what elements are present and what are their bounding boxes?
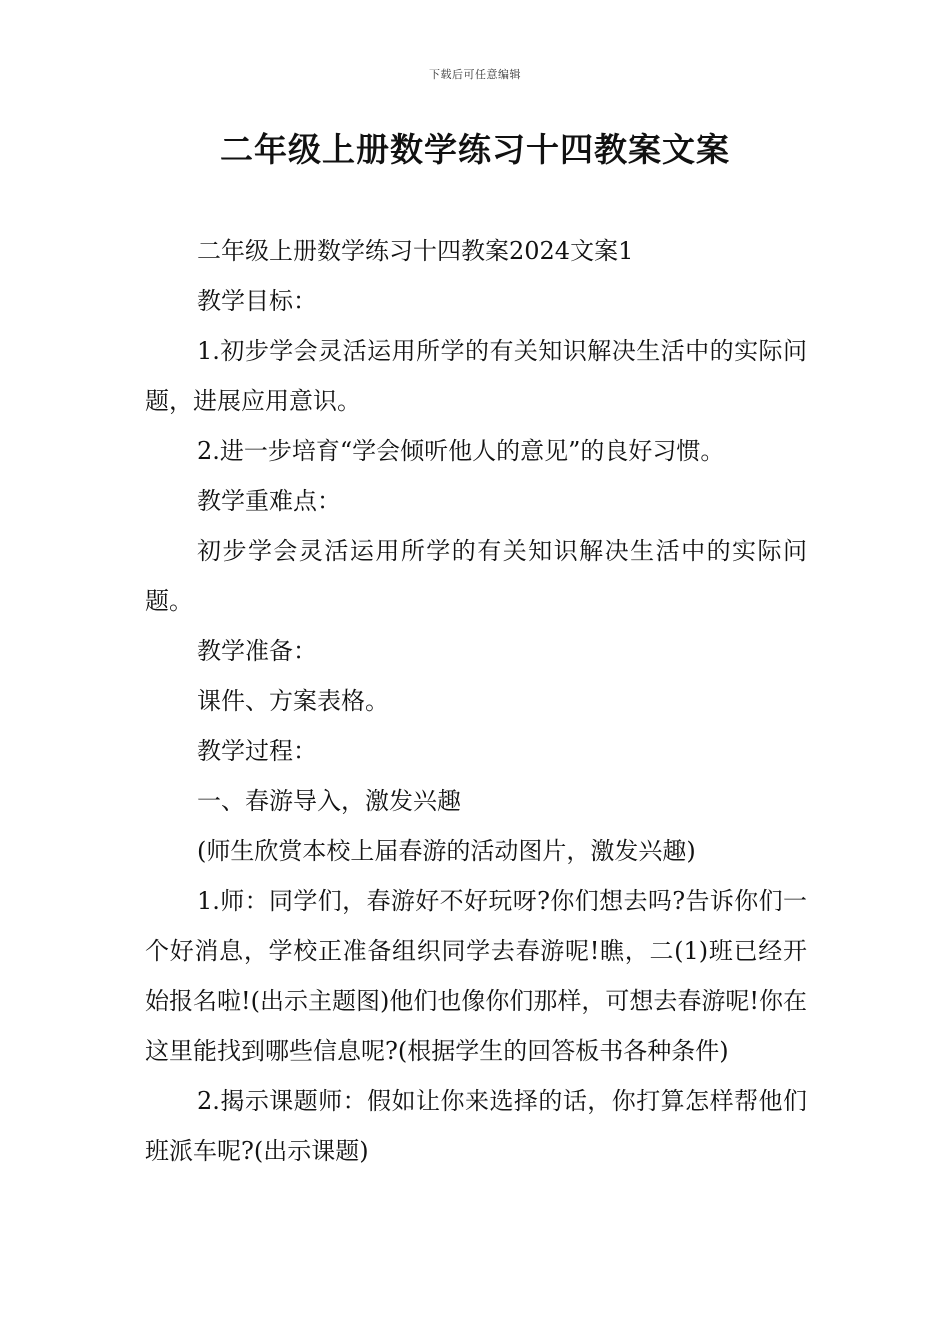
- paragraph-subtitle: 二年级上册数学练习十四教案2024文案1: [197, 237, 634, 265]
- paragraph-section-1-note: (师生欣赏本校上届春游的活动图片，激发兴趣): [197, 837, 696, 865]
- paragraph-key-points: 初步学会灵活运用所学的有关知识解决生活中的实际问题。: [145, 537, 807, 615]
- paragraph-step-2: 2.揭示课题师：假如让你来选择的话，你打算怎样帮他们班派车呢?(出示课题): [145, 1087, 807, 1165]
- document-title: 二年级上册数学练习十四教案文案: [220, 130, 730, 169]
- paragraph-heading-key-points: 教学重难点：: [197, 487, 341, 515]
- paragraph-heading-objectives: 教学目标：: [197, 287, 317, 315]
- paragraph-objective-2: 2.进一步培育“学会倾听他人的意见”的良好习惯。: [197, 437, 725, 465]
- paragraph-heading-preparation: 教学准备：: [197, 637, 317, 665]
- paragraph-heading-process: 教学过程：: [197, 737, 317, 765]
- header-note: 下载后可任意编辑: [429, 68, 521, 81]
- paragraph-step-1: 1.师：同学们，春游好不好玩呀?你们想去吗?告诉你们一个好消息，学校正准备组织同学去春游呢!瞧，二(1)班已经开始报名啦!(出示主题图)他们也像你们那样，可想去春游呢!你在这里能找到哪些信息呢?(根据学生的回答板书各种条件): [145, 887, 808, 1065]
- document-body: [145, 226, 807, 1176]
- paragraph-section-1: 一、春游导入，激发兴趣: [197, 787, 461, 815]
- paragraph-preparation: 课件、方案表格。: [197, 687, 389, 715]
- paragraph-objective-1: 1.初步学会灵活运用所学的有关知识解决生活中的实际问题，进展应用意识。: [145, 337, 807, 415]
